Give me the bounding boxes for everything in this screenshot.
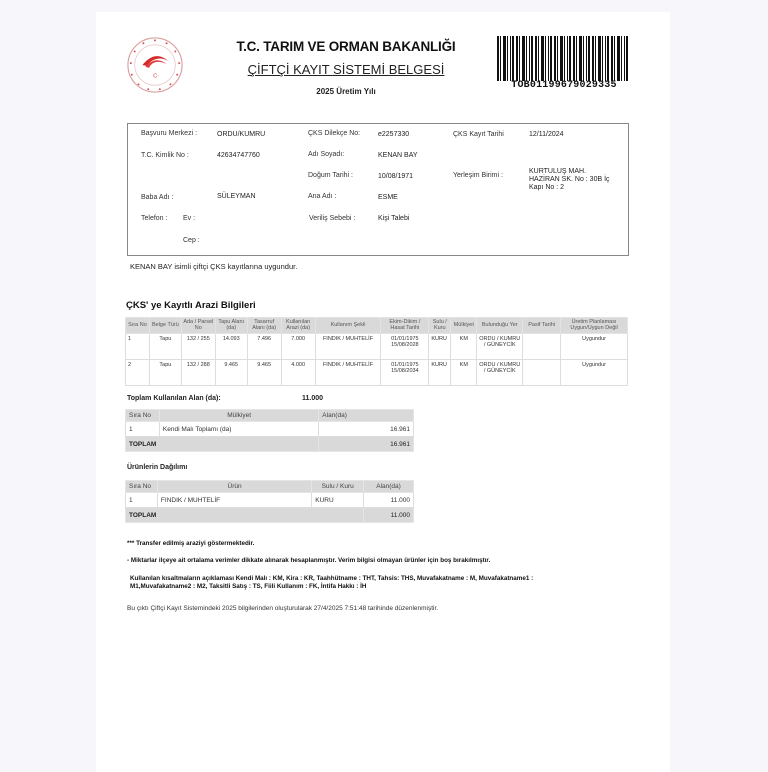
- col-sira-no: Sıra No: [126, 318, 150, 334]
- kayit-tarihi-label: ÇKS Kayıt Tarihi: [453, 131, 504, 138]
- farmer-info-box: [127, 123, 629, 256]
- cell: Tapu: [149, 359, 181, 385]
- ownership-total-row: [126, 437, 414, 452]
- adsoyad-label: Adı Soyadı:: [308, 151, 345, 158]
- yerlesim-line2: HAZİRAN SK. No : 30B İç: [529, 176, 610, 183]
- statement: KENAN BAY isimli çiftçi ÇKS kayıtlarına uygundur.: [130, 262, 298, 271]
- ev-label: Ev :: [183, 215, 196, 222]
- cell: Uygundur: [561, 333, 628, 359]
- col-alan: Alan(da): [319, 410, 414, 422]
- basvuru-merkezi-value: ORDU/KUMRU: [217, 131, 266, 138]
- barcode-number: TOB01199679029335: [511, 80, 617, 91]
- document-title: ÇİFTÇİ KAYIT SİSTEMİ BELGESİ: [247, 62, 445, 77]
- dogum-value: 10/08/1971: [378, 173, 414, 180]
- col-mulkiyet: Mülkiyet: [159, 410, 318, 422]
- col-ekim-dikim: Ekim-Dikim / Hasat Tarihi: [381, 318, 429, 334]
- total-label: TOPLAM: [126, 437, 319, 452]
- products-table-header: [126, 481, 414, 493]
- cell: 132 / 288: [181, 359, 215, 385]
- verilis-label: Veriliş Sebebi :: [309, 215, 356, 222]
- cell: 7.000: [281, 333, 315, 359]
- cell: 11.000: [364, 493, 414, 508]
- cell: 7.496: [247, 333, 281, 359]
- cell: ORDU / KUMRU / GÜNEYCİK: [477, 359, 523, 385]
- document-page: [96, 12, 670, 772]
- col-alan: Alan(da): [364, 481, 414, 493]
- land-section-title: ÇKS' ye Kayıtlı Arazi Bilgileri: [126, 300, 256, 311]
- cell: KURU: [429, 359, 451, 385]
- products-section-title: Ürünlerin Dağılımı: [127, 464, 188, 471]
- products-total-row: [126, 508, 414, 523]
- table-row: [126, 422, 414, 437]
- basvuru-merkezi-label: Başvuru Merkezi :: [141, 130, 198, 137]
- cell: 01/01/1975 15/08/2028: [381, 333, 429, 359]
- cell: 1: [126, 333, 150, 359]
- baba-label: Baba Adı :: [141, 194, 174, 201]
- verilis-value: Kişi Talebi: [378, 215, 410, 222]
- abbreviations-line2: M1,Muvafakatname2 : M2, Taksitli Satış : TS, Fiili Kullanım : FK, İntifa Hakkı : İH: [130, 583, 367, 590]
- kayit-tarihi-value: 12/11/2024: [529, 131, 564, 138]
- col-ada-parsel: Ada / Parsel No: [183, 319, 214, 332]
- ministry-name: T.C. TARIM VE ORMAN BAKANLIĞI: [236, 39, 456, 54]
- baba-value: SÜLEYMAN: [217, 193, 256, 200]
- generation-footer: Bu çıktı Çiftçi Kayıt Sistemindeki 2025 bilgilerinden oluşturularak 27/4/2025 7:51:48 tarihinde düzenlenmiştir.: [127, 605, 439, 612]
- col-bulundugu-yer: Bulunduğu Yer: [477, 318, 523, 334]
- col-sulu-kuru: Sulu / Kuru: [429, 318, 451, 334]
- yerlesim-line1: KURTULUŞ MAH.: [529, 168, 587, 175]
- col-kullanilan-arazi: Kullanılan Arazi (da): [281, 318, 315, 334]
- barcode: [497, 36, 629, 81]
- dogum-label: Doğum Tarihi :: [308, 172, 354, 179]
- cell: KM: [451, 333, 477, 359]
- cell: Uygundur: [561, 359, 628, 385]
- cell: FINDIK / MUHTELİF: [315, 359, 381, 385]
- cell: 14.093: [215, 333, 247, 359]
- dilekce-value: e2257330: [378, 131, 410, 138]
- transfer-note: *** Transfer edilmiş araziyi göstermektedir.: [127, 540, 255, 547]
- land-table: [125, 317, 628, 386]
- svg-text:C·: C·: [153, 73, 160, 80]
- cell: 2: [126, 359, 150, 385]
- col-sira-no: Sıra No: [126, 410, 160, 422]
- total-used-area-value: 11.000: [302, 395, 324, 402]
- col-kullanim-sekli: Kullanım Şekli: [315, 318, 381, 334]
- col-sira-no: Sıra No: [126, 481, 158, 493]
- col-tasarruf-alani: Tasarruf Alanı (da): [247, 318, 281, 334]
- table-row: [126, 359, 628, 385]
- yerlesim-line3: Kapı No : 2: [529, 184, 565, 191]
- ownership-table-header: [126, 410, 414, 422]
- col-sulu-kuru: Sulu / Kuru: [312, 481, 364, 493]
- cep-label: Cep :: [183, 237, 200, 244]
- cell: 4.000: [281, 359, 315, 385]
- cell: FINDIK / MUHTELİF: [157, 493, 311, 508]
- total-value: 16.961: [319, 437, 414, 452]
- col-mulkiyet: Mülkiyet: [451, 318, 477, 334]
- tc-value: 42634747760: [217, 152, 260, 159]
- total-used-area-label: Toplam Kullanılan Alan (da):: [127, 395, 221, 402]
- col-urun: Ürün: [157, 481, 311, 493]
- total-label: TOPLAM: [126, 508, 364, 523]
- cell: KURU: [312, 493, 364, 508]
- col-tapu-alani: Tapu Alanı (da): [215, 318, 247, 334]
- dilekce-label: ÇKS Dilekçe No:: [308, 130, 361, 137]
- cell: [523, 333, 561, 359]
- production-year: 2025 Üretim Yılı: [316, 87, 376, 96]
- cell: 01/01/1975 15/08/2034: [381, 359, 429, 385]
- cell: KM: [451, 359, 477, 385]
- cell: 1: [126, 493, 158, 508]
- cell: Kendi Malı Toplamı (da): [159, 422, 318, 437]
- cell: 9.465: [247, 359, 281, 385]
- col-uretim-planlamasi: Üretim Planlaması Uygun/Uygun Değil: [561, 318, 628, 334]
- tc-label: T.C. Kimlik No :: [141, 152, 189, 159]
- cell: 132 / 255: [181, 333, 215, 359]
- cell: FINDIK / MUHTELİF: [315, 333, 381, 359]
- products-table: [125, 480, 414, 523]
- ana-value: ESME: [378, 194, 398, 201]
- cell: KURU: [429, 333, 451, 359]
- table-row: [126, 493, 414, 508]
- yerlesim-label: Yerleşim Birimi :: [453, 172, 503, 179]
- abbreviations-line1: Kullanılan kısaltmaların açıklaması Kendi Malı : KM, Kira : KR, Taahhütname : THT, Tahsis: THS, Muvafakatname : M, Muvafakatname1 :: [130, 575, 534, 582]
- cell: [523, 359, 561, 385]
- ana-label: Ana Adı :: [308, 193, 337, 200]
- col-pasif-tarihi: Pasif Tarihi: [523, 318, 561, 334]
- cell: 9.465: [215, 359, 247, 385]
- cell: 1: [126, 422, 160, 437]
- telefon-label: Telefon :: [141, 215, 168, 222]
- col-belge-turu: Belge Türü: [149, 318, 181, 334]
- total-value: 11.000: [364, 508, 414, 523]
- ministry-seal-icon: [126, 36, 184, 94]
- land-table-header: [126, 318, 628, 334]
- adsoyad-value: KENAN BAY: [378, 152, 418, 159]
- yield-note: - Miktarlar ilçeye ait ortalama verimler dikkate alınarak hesaplanmıştır. Verim bilgisi olmayan ürünler için boş bırakılmıştır.: [127, 557, 491, 564]
- ownership-table: [125, 409, 414, 452]
- cell: ORDU / KUMRU / GÜNEYCİK: [477, 333, 523, 359]
- table-row: [126, 333, 628, 359]
- cell: 16.961: [319, 422, 414, 437]
- cell: Tapu: [149, 333, 181, 359]
